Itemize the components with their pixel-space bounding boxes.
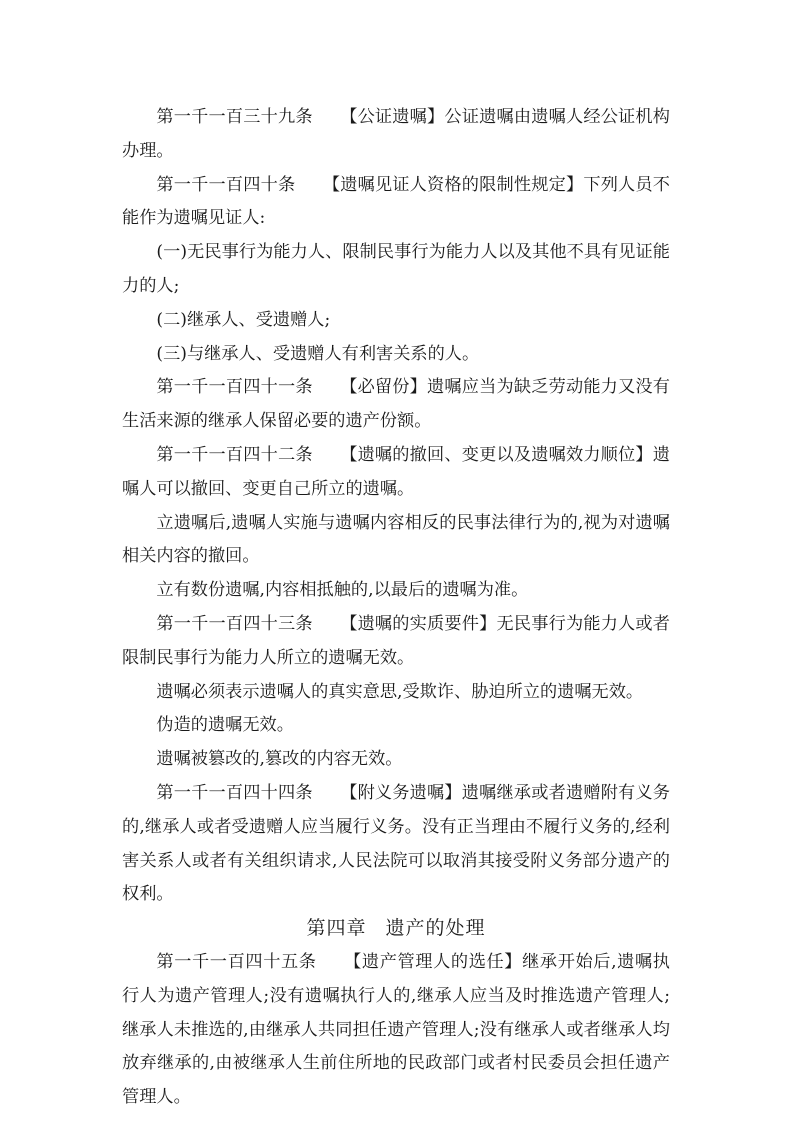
article-title: 【公证遗嘱】: [340, 107, 445, 127]
article-title: 【附义务遗嘱】: [340, 782, 462, 803]
article-title: 【必留份】: [340, 377, 428, 398]
article-1144: [122, 777, 670, 912]
article-1140: [122, 169, 670, 237]
article-1142: [122, 439, 670, 507]
article-number: 第一千一百四十一条: [156, 377, 313, 398]
article-1145: [122, 946, 670, 1115]
article-1141: [122, 371, 670, 439]
article-number: 第一千一百四十二条: [156, 444, 313, 465]
article-1143: [122, 608, 670, 676]
document-page: [122, 101, 670, 1115]
article-number: 第一千一百三十九条: [156, 107, 313, 127]
chapter-number: 第四章: [306, 917, 367, 940]
article-number: 第一千一百四十四条: [156, 782, 313, 803]
paragraph: 遗嘱必须表示遗嘱人的真实意思,受欺诈、胁迫所立的遗嘱无效。: [156, 681, 644, 702]
article-text: 继承开始后,遗嘱执行人为遗产管理人;没有遗嘱执行人的,继承人应当及时推选遗产管理人;继承人未推选的,由继承人共同担任遗产管理人;没有继承人或者继承人均放弃继承的,由被继承人生前住所地的民政部门或者村民委员会担任遗产管理人。: [122, 951, 670, 1108]
chapter-heading: [122, 912, 670, 946]
article-number: 第一千一百四十条: [156, 174, 296, 195]
article-title: 【遗嘱的撤回、变更以及遗嘱效力顺位】: [340, 444, 653, 465]
list-item: (二)继承人、受遗赠人;: [156, 309, 331, 330]
article-number: 第一千一百四十三条: [156, 613, 313, 634]
paragraph: 遗嘱被篡改的,篡改的内容无效。: [156, 749, 403, 770]
chapter-title: 遗产的处理: [385, 917, 486, 940]
article-1139: [122, 101, 670, 169]
paragraph: 立遗嘱后,遗嘱人实施与遗嘱内容相反的民事法律行为的,视为对遗嘱相关内容的撤回。: [122, 512, 670, 567]
article-title: 【遗嘱见证人资格的限制性规定】: [322, 174, 584, 195]
paragraph: 伪造的遗嘱无效。: [156, 715, 294, 736]
article-text: 公证遗嘱由遗嘱人经公证机构办理。: [122, 107, 670, 161]
article-text: 遗嘱人可以撤回、变更自己所立的遗嘱。: [122, 444, 670, 499]
article-title: 【遗产管理人的选任】: [344, 951, 523, 972]
paragraph: 立有数份遗嘱,内容相抵触的,以最后的遗嘱为准。: [156, 580, 529, 601]
list-item: (三)与继承人、受遗赠人有利害关系的人。: [156, 343, 480, 364]
article-text: 遗嘱应当为缺乏劳动能力又没有生活来源的继承人保留必要的遗产份额。: [122, 377, 670, 432]
article-text: 遗嘱继承或者遗赠附有义务的,继承人或者受遗赠人应当履行义务。没有正当理由不履行义务的,经利害关系人或者有关组织请求,人民法院可以取消其接受附义务部分遗产的权利。: [122, 782, 670, 905]
list-item: (一)无民事行为能力人、限制民事行为能力人以及其他不具有见证能力的人;: [122, 242, 670, 296]
article-text: 无民事行为能力人或者限制民事行为能力人所立的遗嘱无效。: [122, 613, 670, 668]
article-text: 下列人员不能作为遗嘱见证人:: [122, 174, 670, 229]
article-title: 【遗嘱的实质要件】: [340, 613, 497, 634]
article-number: 第一千一百四十五条: [156, 951, 317, 972]
